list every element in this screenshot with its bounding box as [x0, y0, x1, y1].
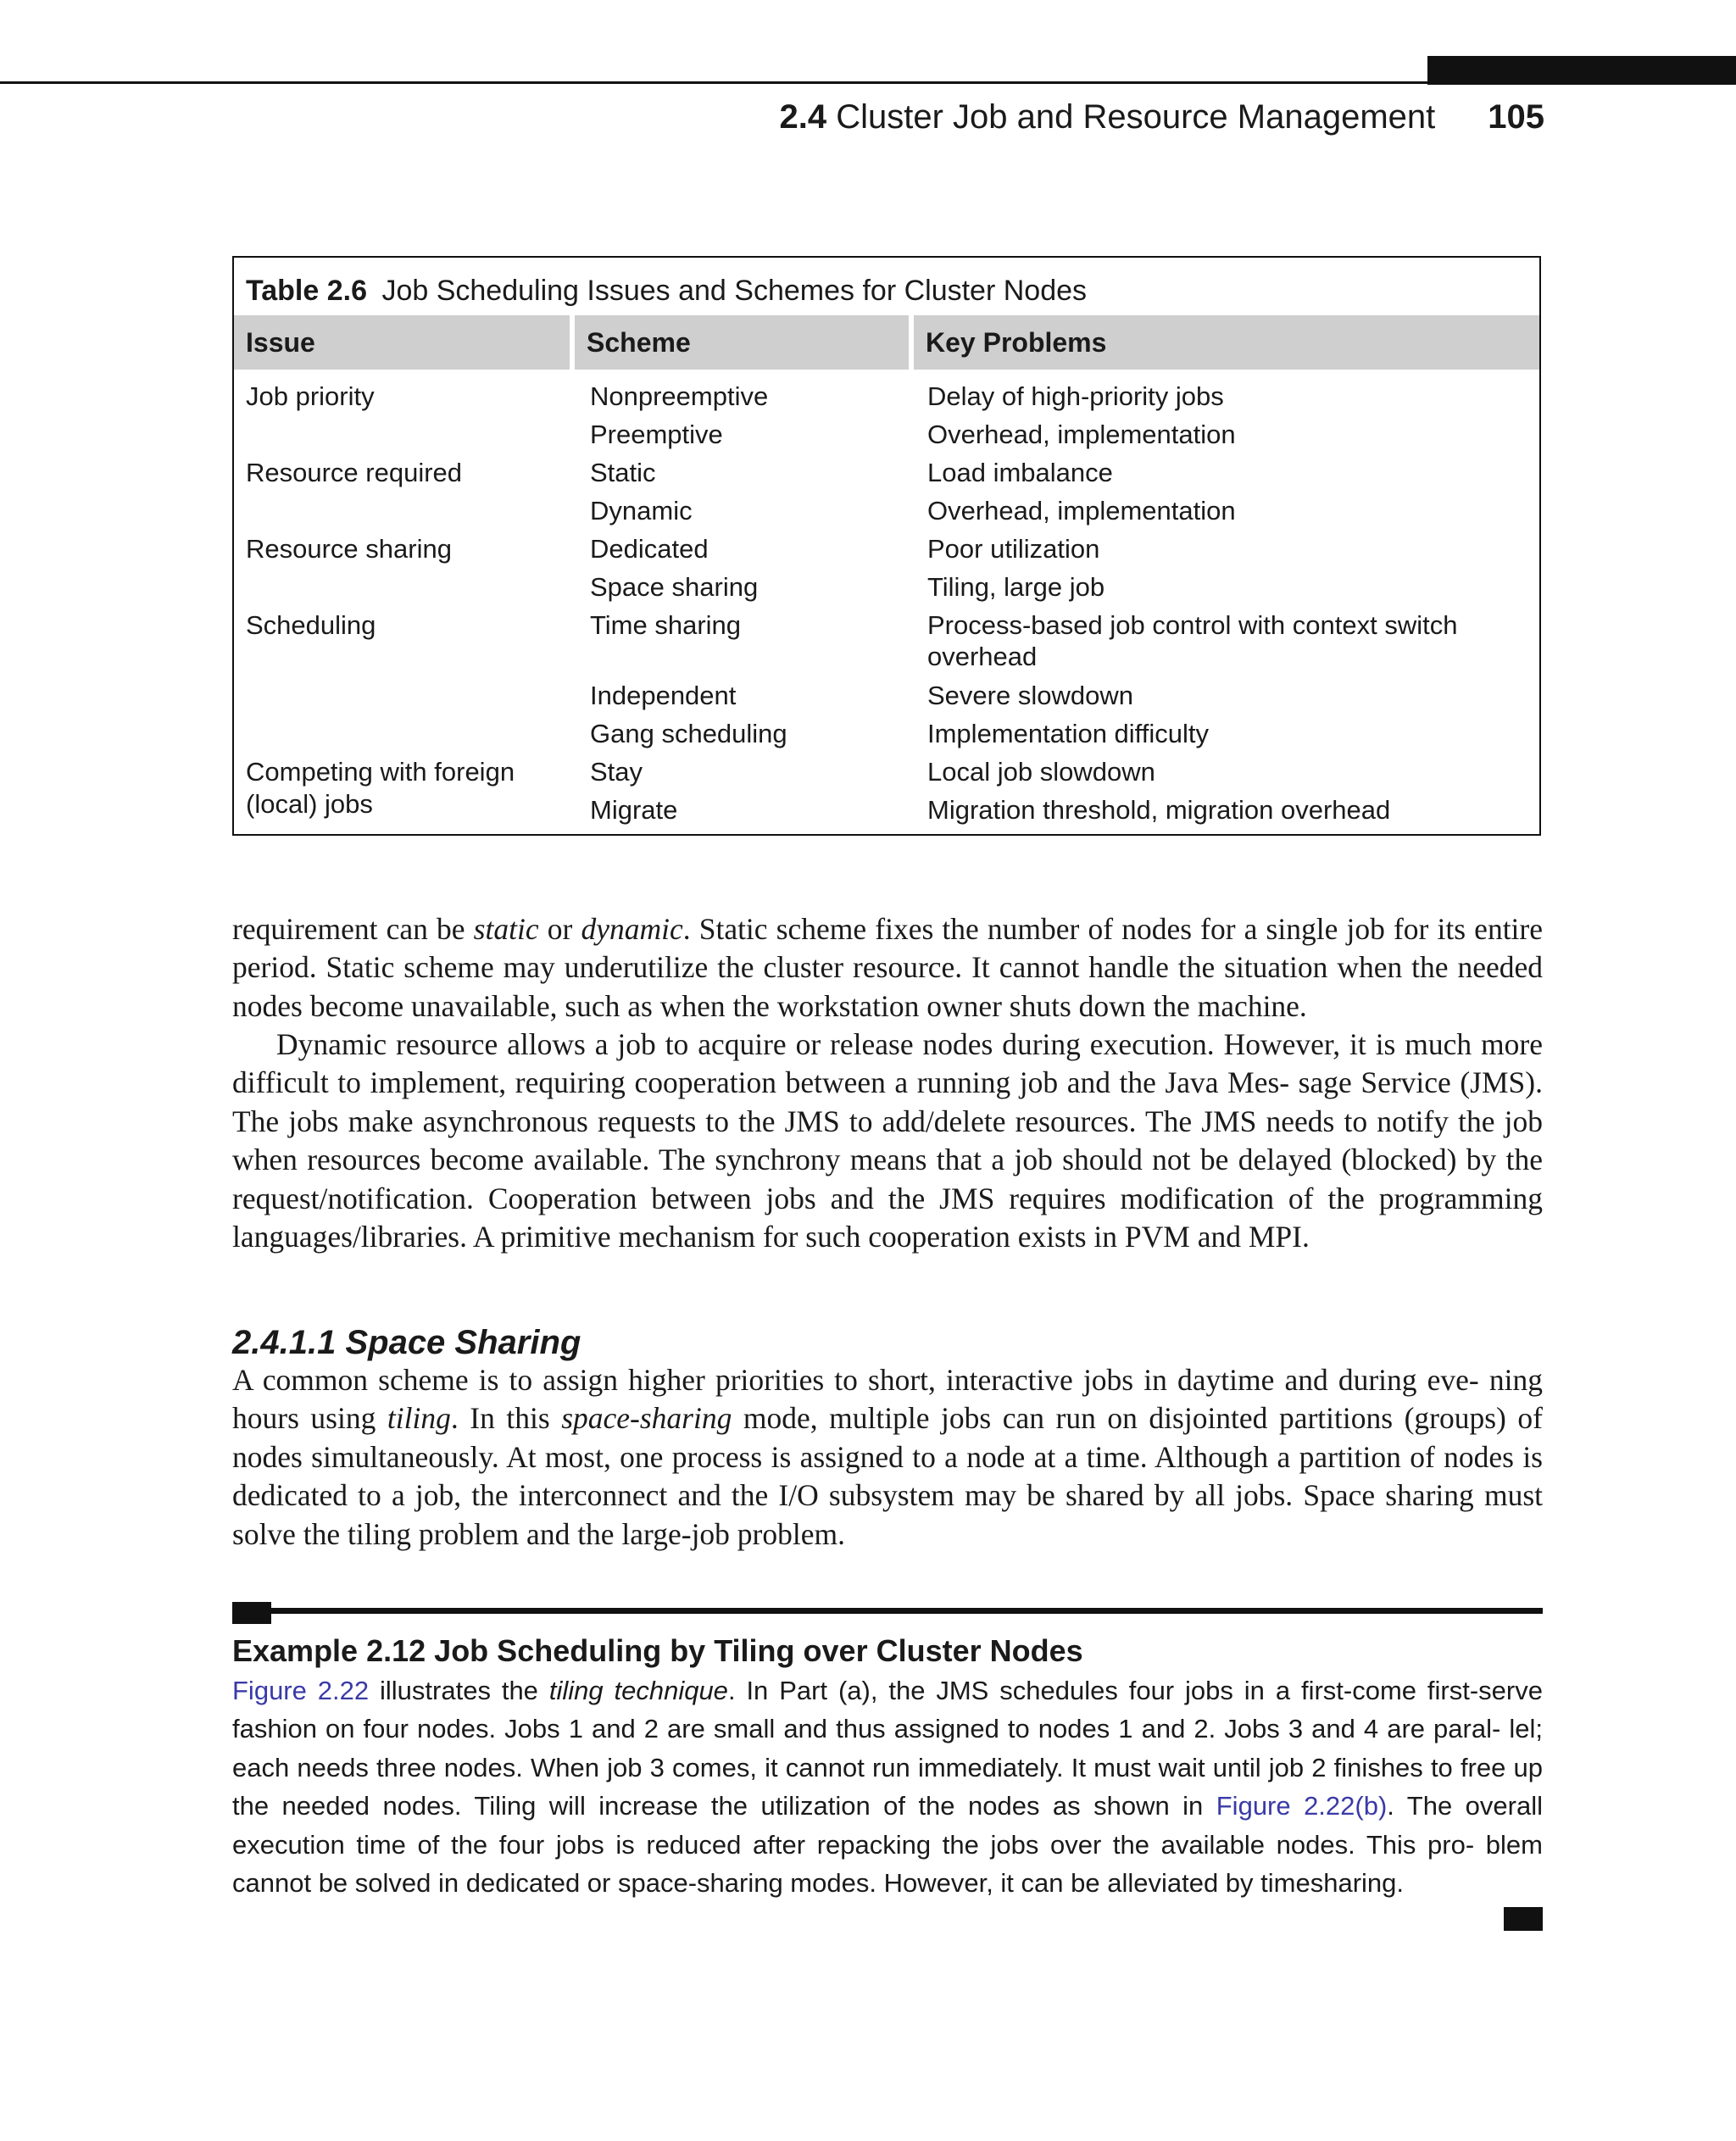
- emphasis-space-sharing: space-sharing: [561, 1401, 732, 1436]
- table-cell-issue: Scheduling: [246, 610, 376, 640]
- example-title: [232, 1627, 1083, 1675]
- text-run: A common scheme is to assign higher priorities to short, interactive jobs in daytime and during eve- ning hours using: [232, 1363, 1543, 1436]
- example-marker: [232, 1602, 271, 1624]
- body-paragraph-1: [232, 910, 1543, 1026]
- text-run: or: [538, 912, 581, 946]
- table-cell-scheme: Stay: [590, 757, 643, 787]
- running-head: [746, 92, 1544, 142]
- table-cell-problem: Tiling, large job: [927, 572, 1105, 602]
- table-cell-scheme: Nonpreemptive: [590, 381, 769, 411]
- table-cell-scheme: Migrate: [590, 795, 678, 825]
- emphasis-static: static: [473, 912, 539, 946]
- table-cell-scheme: Independent: [590, 681, 737, 710]
- figure-link[interactable]: Figure 2.22(b): [1216, 1791, 1388, 1821]
- table-caption: [246, 270, 1087, 312]
- table-cell-issue: Job priority: [246, 381, 375, 411]
- table-cell-problem: Overhead, implementation: [927, 420, 1236, 449]
- top-tab-marker: [1427, 56, 1736, 85]
- table-cell-scheme: Time sharing: [590, 610, 742, 640]
- table-cell-problem: Implementation difficulty: [927, 719, 1209, 748]
- text-run: . The overall execution time of the four jobs is reduced after repacking the jobs over the available nodes. This pro- blem cannot be solved in dedicated or space-sharing modes. However, it can be alleviated by timesharing.: [232, 1791, 1543, 1899]
- example-label: Example 2.12: [232, 1633, 426, 1668]
- table-cell-problem: Load imbalance: [927, 458, 1113, 487]
- subsection-number: 2.4.1.1: [232, 1324, 337, 1361]
- table-cell-problem: Local job slowdown: [927, 757, 1155, 787]
- table-cell-issue: Resource sharing: [246, 534, 452, 564]
- table-cell-scheme: Preemptive: [590, 420, 723, 449]
- figure-link[interactable]: Figure 2.22: [232, 1676, 370, 1705]
- subsection-heading: [232, 1319, 581, 1366]
- table-cell-scheme: Dedicated: [590, 534, 709, 564]
- table-cell-issue: Resource required: [246, 458, 463, 487]
- text-run: requirement can be: [232, 912, 474, 946]
- table-cell-scheme: Gang scheduling: [590, 719, 787, 748]
- table-cell-problem: Delay of high-priority jobs: [927, 381, 1224, 411]
- example-heading: Job Scheduling by Tiling over Cluster Nodes: [434, 1633, 1083, 1668]
- emphasis-tiling: tiling: [387, 1401, 451, 1436]
- table-2-6: [232, 256, 1541, 836]
- table-cell-problem: Overhead, implementation: [927, 496, 1236, 526]
- text-run: . Static scheme fixes the number of nodes for a single job for its entire period. Static scheme may underutilize the cluster resource. It cannot handle the situation when the needed nodes become unavailable, such as when the workstation owner shuts down the machine.: [232, 912, 1543, 1023]
- subsection-title: Space Sharing: [345, 1324, 581, 1361]
- table-header-row: [234, 315, 1539, 370]
- section-title: Cluster Job and Resource Management: [836, 98, 1436, 136]
- table-header-scheme: Scheme: [575, 315, 909, 370]
- table-title: Job Scheduling Issues and Schemes for Cluster Nodes: [381, 275, 1088, 307]
- table-cell-problem: Poor utilization: [927, 534, 1100, 564]
- table-header-issue: Issue: [234, 315, 570, 370]
- text-run: . In this: [450, 1401, 562, 1436]
- text-run: illustrates the: [369, 1676, 549, 1705]
- emphasis-dynamic: dynamic: [581, 912, 683, 946]
- table-cell-scheme: Dynamic: [590, 496, 693, 526]
- emphasis-tiling-technique: tiling technique: [548, 1676, 728, 1705]
- table-cell-scheme: Static: [590, 458, 656, 487]
- text-run: . In Part (a), the JMS schedules four jobs in a first-come first-serve fashion on four nodes. Jobs 1 and 2 are small and thus assigned to nodes 1 and 2. Jobs 3 and 4 are paral- lel; each needs three nodes. When job 3 comes, it cannot run immediately. It must wait until job 2 finishes to free up the needed nodes. Tiling will increase the utilization of the nodes as shown in: [232, 1676, 1543, 1821]
- table-cell-issue-cont: (local) jobs: [246, 789, 373, 819]
- table-cell-scheme: Space sharing: [590, 572, 759, 602]
- table-cell-problem: Severe slowdown: [927, 681, 1133, 710]
- table-label: Table 2.6: [246, 275, 367, 307]
- table-header-key-problems: Key Problems: [914, 315, 1539, 370]
- body-paragraph-3: [232, 1361, 1543, 1554]
- page-number: 105: [1488, 98, 1544, 136]
- text-run: mode, multiple jobs can run on disjointed partitions (groups) of nodes simultaneously. At most, one process is assigned to a node at a time. Although a partition of nodes is dedicated to a job, the interconnect and the I/O subsystem may be shared by all jobs. Space sharing must solve the tiling problem and the large-job problem.: [232, 1401, 1543, 1551]
- table-cell-problem: Migration threshold, migration overhead: [927, 795, 1391, 825]
- table-cell-problem: Process-based job control with context switch: [927, 610, 1458, 640]
- example-body: [232, 1671, 1543, 1902]
- body-paragraph-2: Dynamic resource allows a job to acquire or release nodes during execution. However, it is much more difficult to implement, requiring cooperation between a running job and the Java Mes- sage Service (JMS). The jobs make asynchronous requests to the JMS to add/delete resources. The JMS needs to notify the job when resources become available. The synchrony means that a job should not be delayed (blocked) by the request/notification. Cooperation between jobs and the JMS requires modification of the programming languages/libraries. A primitive mechanism for such cooperation exists in PVM and MPI.: [232, 1027, 1543, 1254]
- table-cell-problem-cont: overhead: [927, 642, 1038, 671]
- section-number: 2.4: [779, 98, 827, 136]
- table-cell-issue: Competing with foreign: [246, 757, 515, 787]
- example-rule: [232, 1608, 1543, 1614]
- example-end-marker: [1504, 1907, 1543, 1931]
